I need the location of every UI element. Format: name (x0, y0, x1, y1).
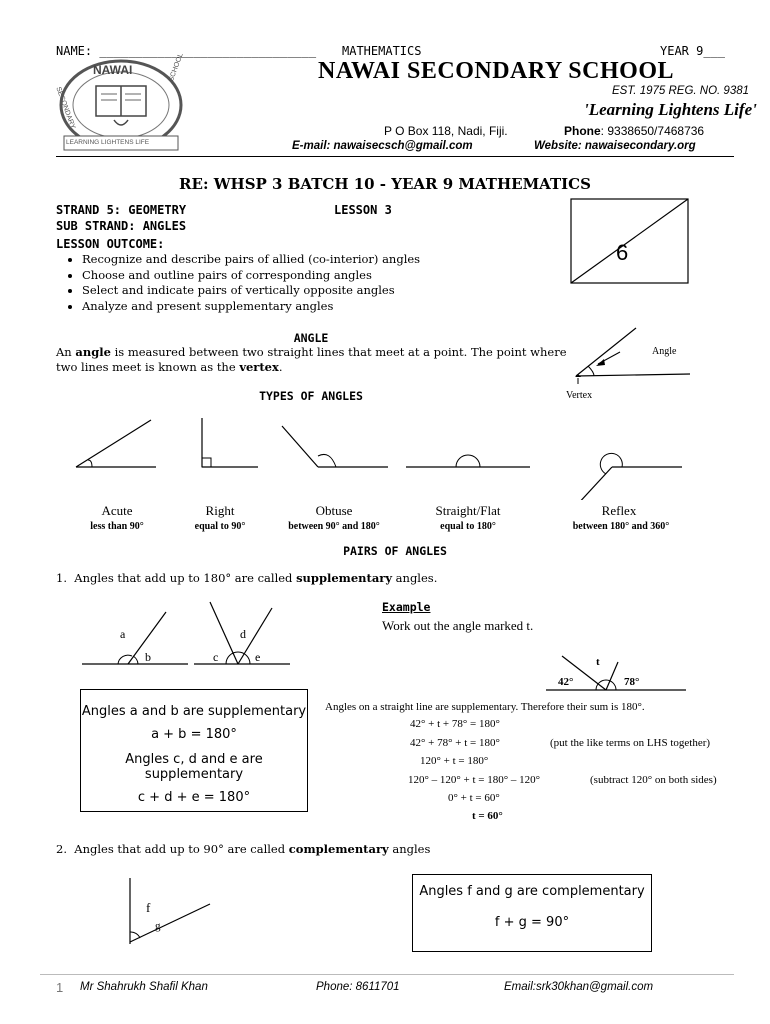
working-step: 42° + 78° + t = 180° (410, 737, 500, 749)
footer-phone: Phone: 8611701 (316, 981, 400, 993)
label-a: a (120, 627, 126, 641)
angle-label: Angle (652, 346, 677, 357)
supplementary-angles-diagram (76, 598, 296, 670)
page-title: RE: WHSP 3 BATCH 10 - YEAR 9 MATHEMATICS (179, 175, 591, 193)
header-divider (56, 156, 734, 157)
working-step: 120° + t = 180° (420, 755, 489, 767)
lesson-outcome-heading: LESSON OUTCOME: (56, 237, 165, 251)
working-step: 120° – 120° + t = 180° – 120° (408, 774, 541, 786)
working-note: (put the like terms on LHS together) (550, 737, 711, 749)
summary-line: c + d + e = 180° (137, 790, 251, 805)
example-statement: Angles on a straight line are supplementary. Therefore their sum is 180°. (325, 701, 645, 713)
footer-author: Mr Shahrukh Shafil Khan (80, 981, 208, 993)
lesson-number: 6 (616, 240, 629, 265)
working-note: (subtract 120° on both sides) (590, 774, 717, 786)
angle-vertex-diagram (570, 322, 750, 392)
right-angle-shape (202, 418, 258, 467)
angle-type-desc: equal to 180° (440, 521, 496, 532)
angle-type-name: Acute (101, 503, 133, 518)
supplementary-summary-box (80, 689, 308, 812)
working-step: 42° + t + 78° = 180° (410, 718, 500, 730)
strand-label: STRAND 5: GEOMETRY (56, 203, 187, 217)
example-heading: Example (382, 600, 431, 614)
label-g: g (155, 920, 161, 932)
summary-line: Angles a and b are supplementary (81, 704, 307, 719)
angle-type-name: Straight/Flat (435, 503, 501, 518)
label-e: e (255, 650, 261, 664)
angle-definition: An angle is measured between two straight lines that meet at a point. The point where two lines meet is known as the vertex. (56, 345, 567, 374)
school-name: NAWAI SECONDARY SCHOOL (318, 58, 674, 84)
label-b: b (145, 650, 151, 664)
label-d: d (240, 627, 246, 641)
summary-line: f + g = 90° (494, 915, 570, 930)
name-field-label: NAME: ______________________________ (56, 44, 317, 58)
angle-type-desc: equal to 90° (194, 521, 246, 532)
school-motto: 'Learning Lightens Life' (584, 100, 757, 119)
working-step: 0° + t = 60° (448, 792, 500, 804)
angle-type-desc: between 90° and 180° (288, 521, 380, 532)
logo-left-text: SECONDARY (54, 86, 77, 130)
lesson-number-box (570, 198, 690, 286)
label-78: 78° (624, 676, 640, 688)
reflex-angle-shape (576, 453, 682, 500)
summary-line: Angles f and g are complementary (419, 884, 645, 899)
lesson-label: LESSON 3 (334, 203, 392, 217)
angle-type-name: Right (205, 503, 235, 518)
school-email: E-mail: nawaisecsch@gmail.com (292, 140, 473, 152)
pairs-of-angles-heading: PAIRS OF ANGLES (343, 544, 447, 558)
angle-heading: ANGLE (293, 331, 329, 345)
angle-type-desc: between 180° and 360° (572, 521, 670, 532)
label-t: t (596, 656, 600, 668)
label-f: f (146, 900, 151, 915)
summary-line: Angles c, d and e are supplementary (125, 752, 263, 782)
year-label: YEAR 9___ (660, 44, 726, 58)
complementary-definition: 2. Angles that add up to 90° are called complementary angles (56, 842, 431, 856)
acute-angle-shape (76, 420, 156, 467)
footer-divider (40, 974, 734, 975)
obtuse-angle-shape (282, 426, 388, 467)
school-phone: Phone: 9338650/7468736 (564, 124, 705, 138)
logo-right-text: SCHOOL (168, 52, 185, 83)
logo-banner-text: LEARNING LIGHTENS LIFE (66, 139, 150, 146)
list-item: • Analyze and present supplementary angles (82, 299, 420, 315)
label-c: c (213, 650, 219, 664)
list-item: • Choose and outline pairs of corresponding angles (82, 268, 420, 284)
vertex-label: Vertex (566, 390, 593, 401)
subject-label: MATHEMATICS (342, 44, 422, 58)
angle-type-name: Obtuse (315, 503, 353, 518)
complementary-summary-box (412, 874, 652, 952)
label-42: 42° (558, 676, 574, 688)
sub-strand-label: SUB STRAND: ANGLES (56, 219, 187, 233)
footer-email: Email:srk30khan@gmail.com (504, 981, 654, 993)
list-item: • Recognize and describe pairs of allied (co-interior) angles (82, 252, 420, 268)
school-address: P O Box 118, Nadi, Fiji. (384, 124, 508, 138)
list-item: • Select and indicate pairs of vertically opposite angles (82, 283, 420, 299)
school-website: Website: nawaisecondary.org (534, 140, 696, 152)
working-answer: t = 60° (472, 810, 503, 822)
complementary-angles-diagram (120, 874, 220, 946)
angle-type-name: Reflex (601, 503, 637, 518)
example-angle-diagram (540, 650, 690, 696)
summary-line: a + b = 180° (151, 727, 237, 742)
types-of-angles-heading: TYPES OF ANGLES (259, 389, 363, 403)
straight-angle-shape (406, 455, 530, 467)
angle-types-diagram (56, 410, 736, 500)
supplementary-definition: 1. Angles that add up to 180° are called supplementary angles. (56, 571, 438, 585)
establishment-info: EST. 1975 REG. NO. 9381 (612, 85, 750, 97)
page-number: 1 (56, 980, 64, 995)
lesson-outcomes-list (60, 252, 420, 314)
logo-top-text: NAWAI (93, 63, 133, 77)
angle-type-desc: less than 90° (90, 521, 144, 532)
example-question: Work out the angle marked t. (382, 618, 534, 633)
